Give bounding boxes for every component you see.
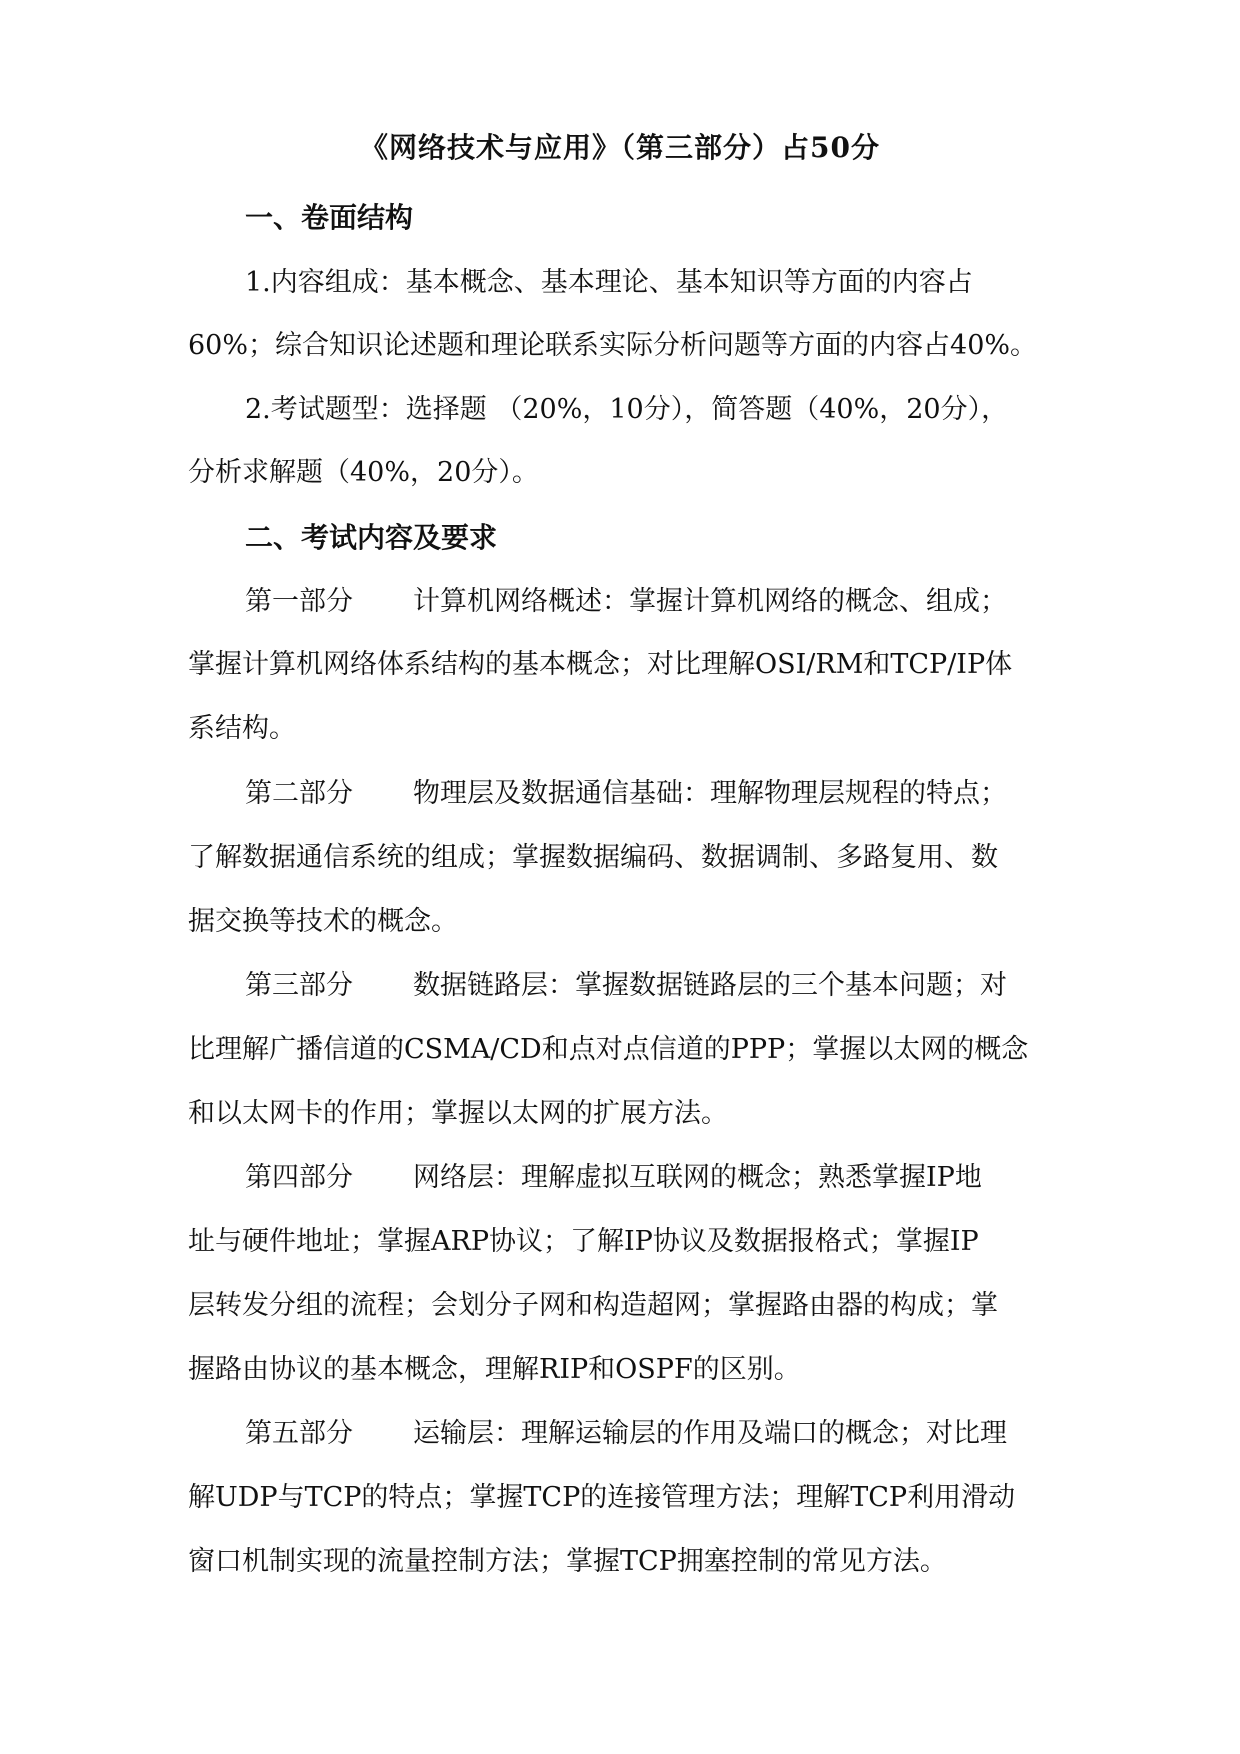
part-label: 第四部分 [245,1162,353,1193]
paragraph-line: 了解数据通信系统的组成；掌握数据编码、数据调制、多路复用、数 [188,842,998,873]
part-text: 物理层及数据通信基础：理解物理层规程的特点； [413,778,1007,809]
part-label: 第二部分 [245,778,353,809]
part-first-line [245,1158,982,1198]
paragraph-line: 分析求解题（40%，20分）。 [188,457,539,488]
section-heading-content: 二、考试内容及要求 [245,521,498,554]
paragraph-line: 解UDP与TCP的特点；掌握TCP的连接管理方法；理解TCP利用滑动 [188,1482,1016,1513]
part-text: 计算机网络概述：掌握计算机网络的概念、组成； [413,586,1007,617]
paragraph-line: 层转发分组的流程；会划分子网和构造超网；掌握路由器的构成；掌 [188,1290,998,1321]
part-label: 第三部分 [245,970,353,1001]
part-text: 网络层：理解虚拟互联网的概念；熟悉掌握IP地 [413,1162,982,1193]
part-first-line [245,1414,1007,1454]
paragraph-line: 址与硬件地址；掌握ARP协议；了解IP协议及数据报格式；掌握IP [188,1226,979,1257]
part-text: 运输层：理解运输层的作用及端口的概念；对比理 [413,1418,1007,1449]
paragraph-line: 1.内容组成：基本概念、基本理论、基本知识等方面的内容占 [245,267,973,298]
section-heading-structure: 一、卷面结构 [245,201,414,234]
paragraph-line: 窗口机制实现的流量控制方法；掌握TCP拥塞控制的常见方法。 [188,1546,947,1577]
paragraph-line: 握路由协议的基本概念，理解RIP和OSPF的区别。 [188,1354,801,1385]
part-label: 第一部分 [245,586,353,617]
part-label: 第五部分 [245,1418,353,1449]
paragraph-line: 比理解广播信道的CSMA/CD和点对点信道的PPP；掌握以太网的概念 [188,1034,1029,1065]
part-text: 数据链路层：掌握数据链路层的三个基本问题；对 [413,970,1007,1001]
part-first-line [245,582,1007,622]
part-first-line [245,966,1007,1006]
paragraph-line: 和以太网卡的作用；掌握以太网的扩展方法。 [188,1098,728,1129]
paragraph-line: 掌握计算机网络体系结构的基本概念；对比理解OSI/RM和TCP/IP体 [188,649,1013,680]
part-first-line [245,774,1007,814]
paragraph-line: 2.考试题型：选择题 （20%，10分），简答题（40%，20分）， [245,394,1009,425]
paragraph-line: 据交换等技术的概念。 [188,906,458,937]
document-title: 《网络技术与应用》（第三部分）占50分 [360,131,880,164]
paragraph-line: 系结构。 [188,713,296,744]
paragraph-line: 60%；综合知识论述题和理论联系实际分析问题等方面的内容占40%。 [188,330,1038,361]
